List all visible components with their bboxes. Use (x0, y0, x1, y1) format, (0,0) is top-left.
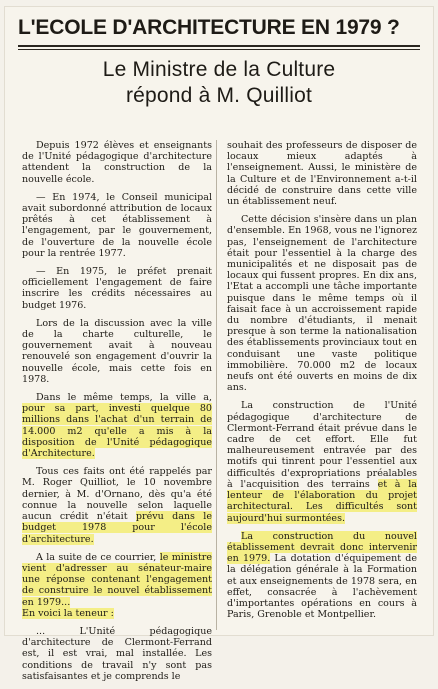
left-paragraph-7 (22, 552, 212, 619)
headline-rule-thin (18, 49, 420, 50)
right-paragraph-2: Cette décision s'insère dans un plan d'ensemble. En 1968, vous ne l'ignorez pas, l'enseignement de l'architecture était pour l'essentiel à la charge des municipalités et ne disposait pas de locaux qui fussent propres. En dix ans, l'Etat a accompli une tâche importante puisque dans le même temps où il faisait face à un accroissement rapide du nombre d'étudiants, il menait presque à son terme la nationalisation des établissements provinciaux tout en conduisant une vaste politique immobilière. 70.000 m2 de locaux neufs ont été ouverts en moins de dix ans. (227, 214, 417, 394)
right-paragraph-4-text: La dotation d'équipement de la délégation générale à la Formation et aux enseignements de 1978 sera, en effet, consacrée à l'achèvement d'importantes opérations en cours à Paris, Grenoble et Montpellier. (227, 553, 417, 621)
right-paragraph-3 (227, 400, 417, 523)
left-paragraph-5 (22, 392, 212, 459)
subtitle-line-2: répond à M. Quilliot (125, 84, 313, 107)
column-divider (216, 140, 217, 630)
left-paragraph-6-text: Tous ces faits ont été rappelés par M. Roger Quilliot, le 10 novembre dernier, à M. d'Ornano, dès qu'a été connue la nouvelle selon laquelle aucun crédit n'était (22, 466, 212, 523)
left-paragraph-7-text: A la suite de ce courrier, (36, 551, 160, 563)
left-paragraph-3: — En 1975, le préfet prenait officiellement l'engagement de faire inscrire les crédits nécessaires au budget 1976. (22, 266, 212, 311)
right-column (227, 140, 417, 627)
right-paragraph-4 (227, 531, 417, 621)
left-column (22, 140, 212, 689)
left-paragraph-2: — En 1974, le Conseil municipal avait subordonné attribution de locaux prêtés à cet établissement à l'engagement, par le gouvernement, de l'ouverture de la nouvelle école pour la rentrée 1977. (22, 191, 212, 259)
headline-rule (18, 45, 420, 47)
highlighted-text: La construction du nouvel établissement devrait donc intervenir en 1979. (227, 530, 417, 565)
right-paragraph-3-text: La construction de l'Unité pédagogique d'architecture de Clermont-Ferrand était prévue dans le cadre de cet effort. Elle fut malheureusement entravée par des motifs qui tinrent pour l'essentiel aux difficultés d'expropriations préalables à l'acquisition des terrains (227, 400, 417, 490)
left-paragraph-8: ... L'Unité pédagogique d'architecture de Clermont-Ferrand est, il est vrai, mal installée. Les conditions de travail n'y sont pas satisfaisantes et je comprends le (22, 625, 212, 682)
right-paragraph-1: souhait des professeurs de disposer de locaux mieux adaptés à l'enseignement. Aussi, le ministère de la Culture et de l'Environnement a-t-il décidé de construire dans cette ville un établissement neuf. (227, 140, 417, 208)
highlighted-text: et à la lenteur de l'élaboration du projet architectural. Les difficultés sont aujourd'hui surmontées. (227, 478, 417, 524)
subtitle-line-1: Le Ministre de la Culture (102, 58, 336, 81)
left-paragraph-1: Depuis 1972 élèves et enseignants de l'Unité pédagogique d'architecture attendent la construction de la nouvelle école. (22, 140, 212, 185)
left-paragraph-6 (22, 466, 212, 544)
left-paragraph-5-text: Dans le même temps, la ville a, (36, 392, 212, 404)
left-paragraph-4: Lors de la discussion avec la ville de la charte culturelle, le gouvernement avait à nouveau renouvelé son engagement d'ouvrir la nouvelle école, mais cette fois en 1978. (22, 317, 212, 385)
highlighted-text: En voici la teneur : (22, 607, 114, 619)
highlighted-text: prévu dans le budget 1978 pour l'école d'architecture. (22, 511, 212, 545)
headline: L'ECOLE D'ARCHITECTURE EN 1979 ? (18, 16, 400, 39)
highlighted-text: pour sa part, investi quelque 80 millions dans l'achat d'un terrain de 14.000 m2 qu'elle a mis à la disposition de l'Unité pédagogique d'Architecture. (22, 403, 212, 460)
highlighted-text: le ministre vient d'adresser au sénateur-maire une réponse contenant l'engagement de construire le nouvel établissement en 1979... (22, 551, 212, 608)
